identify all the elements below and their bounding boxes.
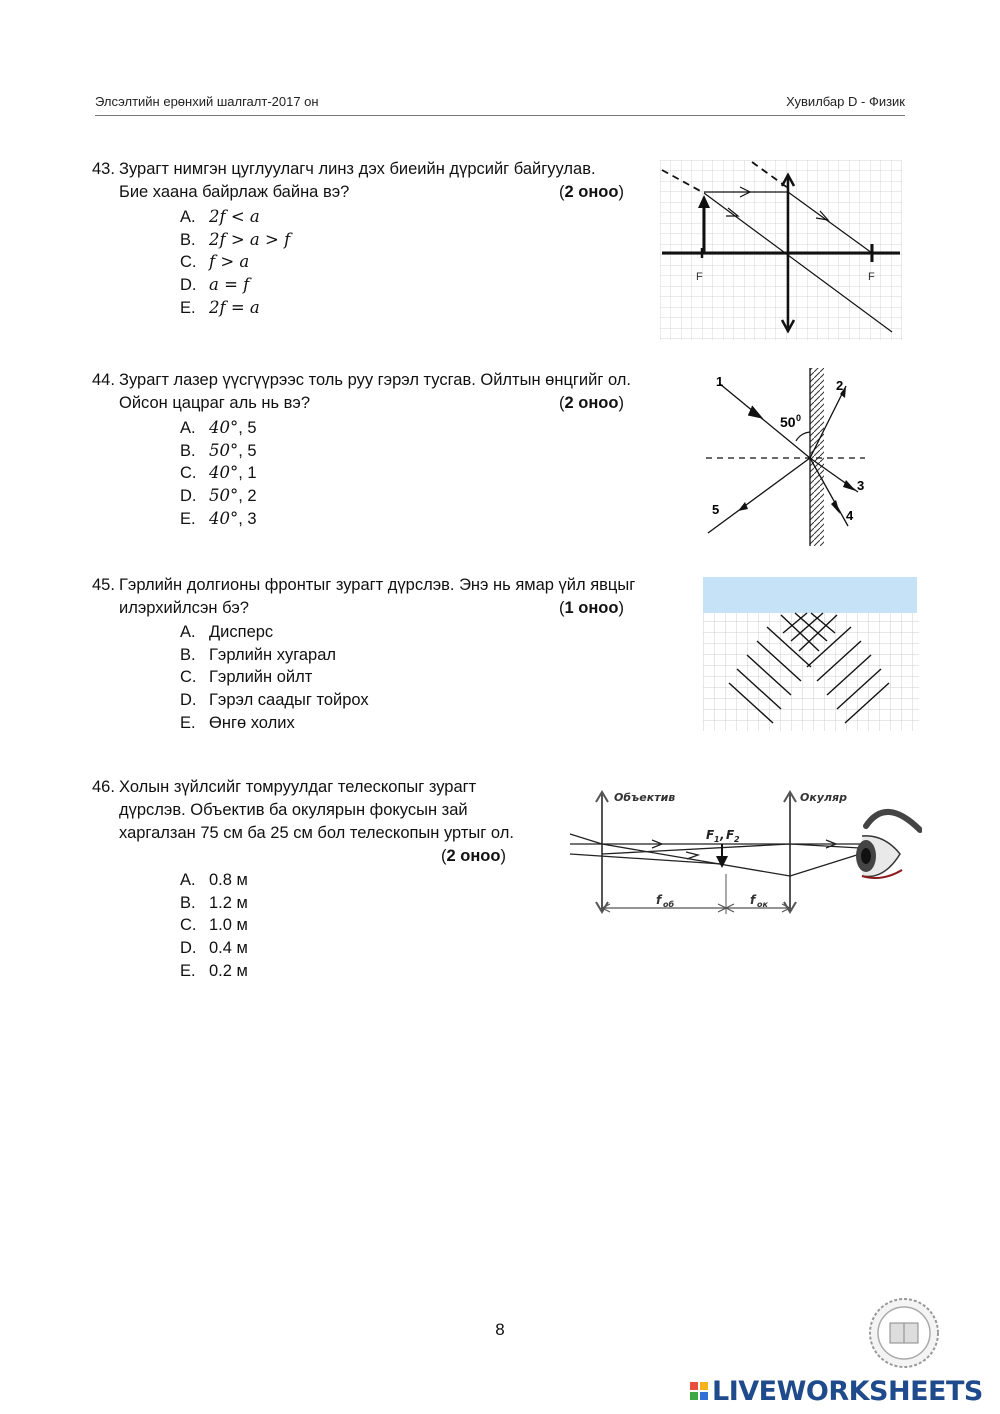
- option-angle: 50°: [209, 440, 239, 460]
- option-label: C.: [180, 668, 197, 687]
- header-rule: [95, 115, 905, 116]
- objective-label: Объектив: [614, 791, 676, 804]
- ray-1-arrow: [748, 406, 762, 418]
- question-number: 43.: [92, 160, 115, 178]
- reflecting-surface: [703, 577, 917, 613]
- options-list: [180, 416, 692, 529]
- option-label: B.: [180, 230, 196, 249]
- option-e[interactable]: [180, 296, 652, 319]
- option-a[interactable]: [180, 416, 692, 439]
- focus-f1-sub: 1: [714, 835, 720, 844]
- option-angle: 40°: [209, 508, 239, 528]
- mirror-diagram: [700, 366, 875, 548]
- option-e[interactable]: [180, 712, 692, 735]
- ray-incoming: [570, 834, 602, 844]
- angle-degree: 0: [796, 413, 802, 423]
- option-a[interactable]: [180, 205, 652, 228]
- focus-f2-sub: 2: [734, 835, 740, 844]
- option-b[interactable]: [180, 644, 692, 667]
- option-text: Гэрлийн хугарал: [209, 645, 337, 664]
- telescope-diagram: [566, 782, 922, 922]
- option-c[interactable]: [180, 914, 572, 937]
- question-number: 46.: [92, 778, 115, 796]
- f-ob-label: f: [656, 893, 662, 907]
- question-number: 45.: [92, 576, 115, 594]
- ray-4-label: 4: [846, 508, 854, 523]
- ray-3-label: 3: [857, 478, 865, 493]
- option-d[interactable]: [180, 937, 572, 960]
- ray-middle: [570, 854, 722, 864]
- svg-text:,: ,: [720, 828, 725, 842]
- option-label: A.: [180, 871, 196, 889]
- option-text: 2𝑓 < 𝑎: [209, 207, 260, 226]
- ray-5: [708, 458, 810, 533]
- option-label: A.: [180, 419, 196, 437]
- option-e[interactable]: [180, 507, 692, 530]
- option-b[interactable]: [180, 892, 572, 915]
- f-ob-sub: об: [663, 900, 675, 909]
- option-label: E.: [180, 298, 196, 317]
- option-label: E.: [180, 509, 196, 528]
- option-label: C.: [180, 464, 197, 483]
- focus-label: [706, 828, 740, 844]
- f-ok-sub: ок: [757, 900, 768, 909]
- option-ray: , 5: [238, 441, 257, 460]
- question-text-line1: Зурагт нимгэн цуглуулагч линз дэх биеийн дүрсийг байгуулав.: [119, 160, 596, 178]
- option-a[interactable]: [180, 869, 572, 892]
- option-label: D.: [180, 487, 197, 506]
- options-list: [180, 621, 692, 734]
- option-label: B.: [180, 645, 196, 664]
- option-text: 1.2 м: [209, 893, 248, 912]
- ray-2-label: 2: [836, 378, 844, 393]
- option-ray: , 3: [238, 509, 257, 528]
- question-text-line1: Зурагт лазер үүсгүүрээс толь руу гэрэл тусгав. Ойлтын өнцгийг ол.: [119, 371, 631, 389]
- option-text: Гэрлийн ойлт: [209, 668, 313, 687]
- focus-f1: F: [706, 828, 715, 842]
- eye-icon: [856, 812, 920, 878]
- question-points: (1 оноо): [559, 599, 624, 617]
- option-text: 0.4 м: [209, 939, 248, 958]
- option-d[interactable]: [180, 484, 692, 507]
- option-label: E.: [180, 961, 196, 980]
- ray-5-arrow: [738, 502, 748, 511]
- question-text-line2: Бие хаана байрлаж байна вэ?: [119, 183, 350, 201]
- header-right: Хувилбар D - Физик: [786, 94, 905, 109]
- brand-squares-icon: [690, 1382, 708, 1400]
- option-text: 𝑓 > 𝑎: [209, 252, 250, 272]
- mirror-hatch: [810, 368, 824, 546]
- focus-f2: F: [726, 828, 735, 842]
- question-text-line3: харгалзан 75 см ба 25 см бол телескопын уртыг ол.: [119, 824, 514, 842]
- wavefront-diagram: [703, 577, 919, 731]
- header-left: Элсэлтийн ерөнхий шалгалт-2017 он: [95, 94, 319, 109]
- question-text-line2: дүрслэв. Объектив ба окулярын фокусын зай: [119, 801, 468, 819]
- question-44: [92, 369, 692, 529]
- image-arrowhead: [716, 856, 728, 868]
- option-angle: 50°: [209, 486, 239, 506]
- question-text-line1: Холын зүйлсийг томруулдаг телескопыг зурагт: [119, 778, 477, 796]
- seal-logo: [868, 1297, 940, 1369]
- options-list: [180, 205, 652, 318]
- option-text: 1.0 м: [209, 916, 248, 935]
- option-d[interactable]: [180, 273, 652, 296]
- option-label: E.: [180, 713, 196, 732]
- question-text-line1: Гэрлийн долгионы фронтыг зурагт дүрслэв. Энэ нь ямар үйл явцыг: [119, 576, 636, 594]
- option-text: 2𝑓 > 𝑎 > 𝑓: [209, 229, 291, 249]
- option-ray: , 5: [238, 419, 257, 437]
- option-angle: 40°: [209, 418, 239, 437]
- question-43: [92, 158, 652, 318]
- question-points: (2 оноо): [559, 394, 624, 412]
- ray-3-arrow: [843, 480, 856, 491]
- option-c[interactable]: [180, 461, 692, 484]
- option-a[interactable]: [180, 621, 692, 644]
- angle-arc: [796, 432, 810, 441]
- option-text: Гэрэл саадыг тойрох: [209, 691, 369, 710]
- option-label: C.: [180, 916, 197, 935]
- grid-background: [703, 613, 919, 731]
- option-text: 0.2 м: [209, 961, 248, 980]
- brand-text: LIVEWORKSHEETS: [712, 1375, 983, 1407]
- lens-diagram: [660, 160, 902, 340]
- option-label: A.: [180, 208, 196, 226]
- ray-5-label: 5: [712, 502, 720, 517]
- question-number: 44.: [92, 371, 115, 389]
- option-text: 0.8 м: [209, 871, 248, 889]
- option-ray: , 1: [238, 464, 257, 483]
- question-points: (2 оноо): [559, 183, 624, 201]
- option-label: B.: [180, 441, 196, 460]
- question-45: [92, 574, 692, 734]
- focus-left-label: F: [696, 271, 703, 283]
- option-d[interactable]: [180, 689, 692, 712]
- angle-label: 50: [780, 414, 796, 430]
- eyepiece-label: Окуляр: [800, 791, 847, 804]
- option-text: 𝑎 = 𝑓: [209, 275, 250, 295]
- question-46: [92, 776, 572, 982]
- option-e[interactable]: [180, 960, 572, 983]
- liveworksheets-brand: [690, 1376, 983, 1406]
- ray-1-label: 1: [716, 374, 724, 389]
- question-text-line2: Ойсон цацраг аль нь вэ?: [119, 394, 311, 412]
- page-number: 8: [495, 1320, 505, 1339]
- option-label: D.: [180, 939, 197, 958]
- option-ray: , 2: [238, 487, 257, 506]
- option-text: Өнгө холих: [209, 713, 295, 732]
- ray-exit-1: [790, 854, 860, 876]
- f-ok-label: f: [750, 893, 756, 907]
- option-b[interactable]: [180, 439, 692, 462]
- option-label: C.: [180, 253, 197, 272]
- option-text: 2𝑓 = 𝑎: [209, 297, 260, 317]
- option-label: A.: [180, 623, 196, 641]
- option-label: B.: [180, 893, 196, 912]
- option-label: D.: [180, 276, 197, 295]
- option-c[interactable]: [180, 666, 692, 689]
- option-label: D.: [180, 691, 197, 710]
- focus-right-label: F: [868, 271, 875, 283]
- question-points: (2 оноо): [441, 847, 506, 865]
- option-angle: 40°: [209, 463, 239, 483]
- question-text-line2: илэрхийлсэн бэ?: [119, 599, 249, 617]
- options-list: [180, 869, 572, 982]
- option-c[interactable]: [180, 250, 652, 273]
- option-text: Дисперс: [209, 623, 274, 641]
- option-b[interactable]: [180, 228, 652, 251]
- ray-4-arrow: [831, 500, 840, 514]
